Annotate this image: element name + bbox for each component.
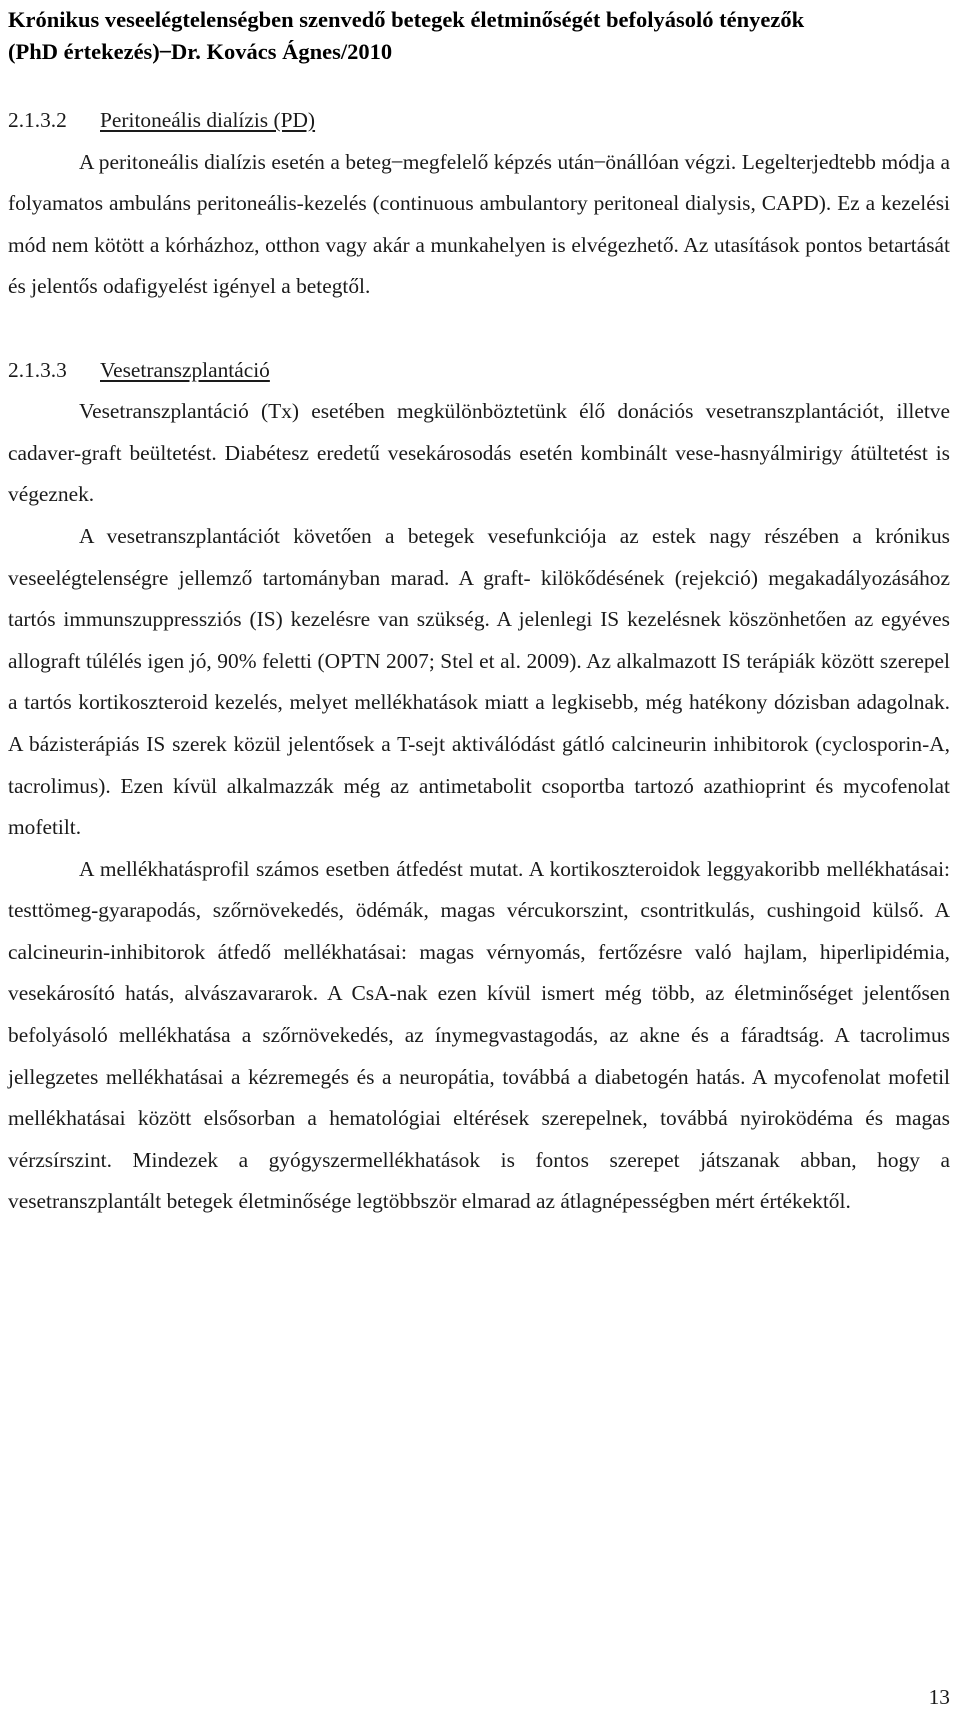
section-gap	[8, 308, 950, 350]
section-heading-pd	[8, 100, 950, 142]
header-title: Krónikus veseelégtelenségben szenvedő betegek életminőségét befolyásoló tényezők	[8, 7, 805, 32]
section-title: Peritoneális dialízis (PD)	[100, 108, 316, 132]
header-subtitle: (PhD értekezés) ̶ Dr. Kovács Ágnes/2010	[8, 39, 393, 64]
paragraph: A mellékhatásprofil számos esetben átfedést mutat. A kortikoszteroidok leggyakoribb mellékhatásai: testtömeg-gyarapodás, szőrnövekedés, ödémák, magas vércukorszint, csontritkulás, cushingoid külső. A calcineurin-inhibitorok átfedő mellékhatásai: magas vérnyomás, fertőzésre való hajlam, hiperlipidémia, vesekárosító hatás, alvászavararok. A CsA-nak ezen kívül ismert még több, az életminőséget jelentősen befolyásoló mellékhatása a szőrnövekedés, az ínymegvastagodás, az akne és a fáradtság. A tacrolimus jellegzetes mellékhatásai a kézremegés és a neuropátia, továbbá a diabetogén hatás. A mycofenolat mofetil mellékhatásai között elsősorban a hematológiai eltérések szerepelnek, továbbá nyiroködéma és magas vérzsírszint. Mindezek a gyógyszermellékhatások is fontos szerepet játszanak abban, hogy a vesetranszplantált betegek életminősége legtöbbször elmarad az átlagnépességben mért értékektől.	[8, 856, 950, 1214]
section-title: Vesetranszplantáció	[100, 357, 270, 382]
page-number: 13	[928, 1685, 950, 1709]
section-heading-tx	[8, 350, 950, 392]
paragraph: Vesetranszplantáció (Tx) esetében megkülönböztetünk élő donációs vesetranszplantációt, illetve cadaver-graft beültetést. Diabétesz eredetű vesekárosodás esetén kombinált vese-hasnyálmirigy átültetést is végeznek.	[8, 399, 950, 507]
running-header	[8, 4, 948, 68]
paragraph: A peritoneális dialízis esetén a beteg ̶ megfelelő képzés után ̶ önállóan végzi. Legelterjedtebb módja a folyamatos ambuláns peritoneális-kezelés (continuous ambulantory peritoneal dialysis, CAPD). Ez a kezelési mód nem kötött a kórházhoz, otthon vagy akár a munkahelyen is elvégezhető. Az utasítások pontos betartását és jelentős odafigyelést igényel a betegtől.	[8, 149, 950, 299]
section-number: 2.1.3.2	[8, 108, 67, 132]
paragraph: A vesetranszplantációt követően a betegek vesefunkciója az estek nagy részében a krónikus veseelégtelenségre jellemző tartományban marad. A graft- kilökődésének (rejekció) megakadályozásához tartós immunszuppressziós (IS) kezelésre van szükség. A jelenlegi IS kezelésnek köszönhetően az egyéves allograft túlélés igen jó, 90% feletti (OPTN 2007; Stel et al. 2009). Az alkalmazott IS terápiák között szerepel a tartós kortikoszteroid kezelés, melyet mellékhatások miatt a legkisebb, még hatékony dózisban adagolnak. A bázisterápiás IS szerek közül jelentősek a T-sejt aktiválódást gátló calcineurin inhibitorok (cyclosporin-A, tacrolimus). Ezen kívül alkalmazzák még az antimetabolit csoportba tartozó azathioprint és mycofenolat mofetilt.	[8, 523, 950, 840]
section-number: 2.1.3.3	[8, 357, 67, 382]
document-body	[8, 100, 950, 1223]
